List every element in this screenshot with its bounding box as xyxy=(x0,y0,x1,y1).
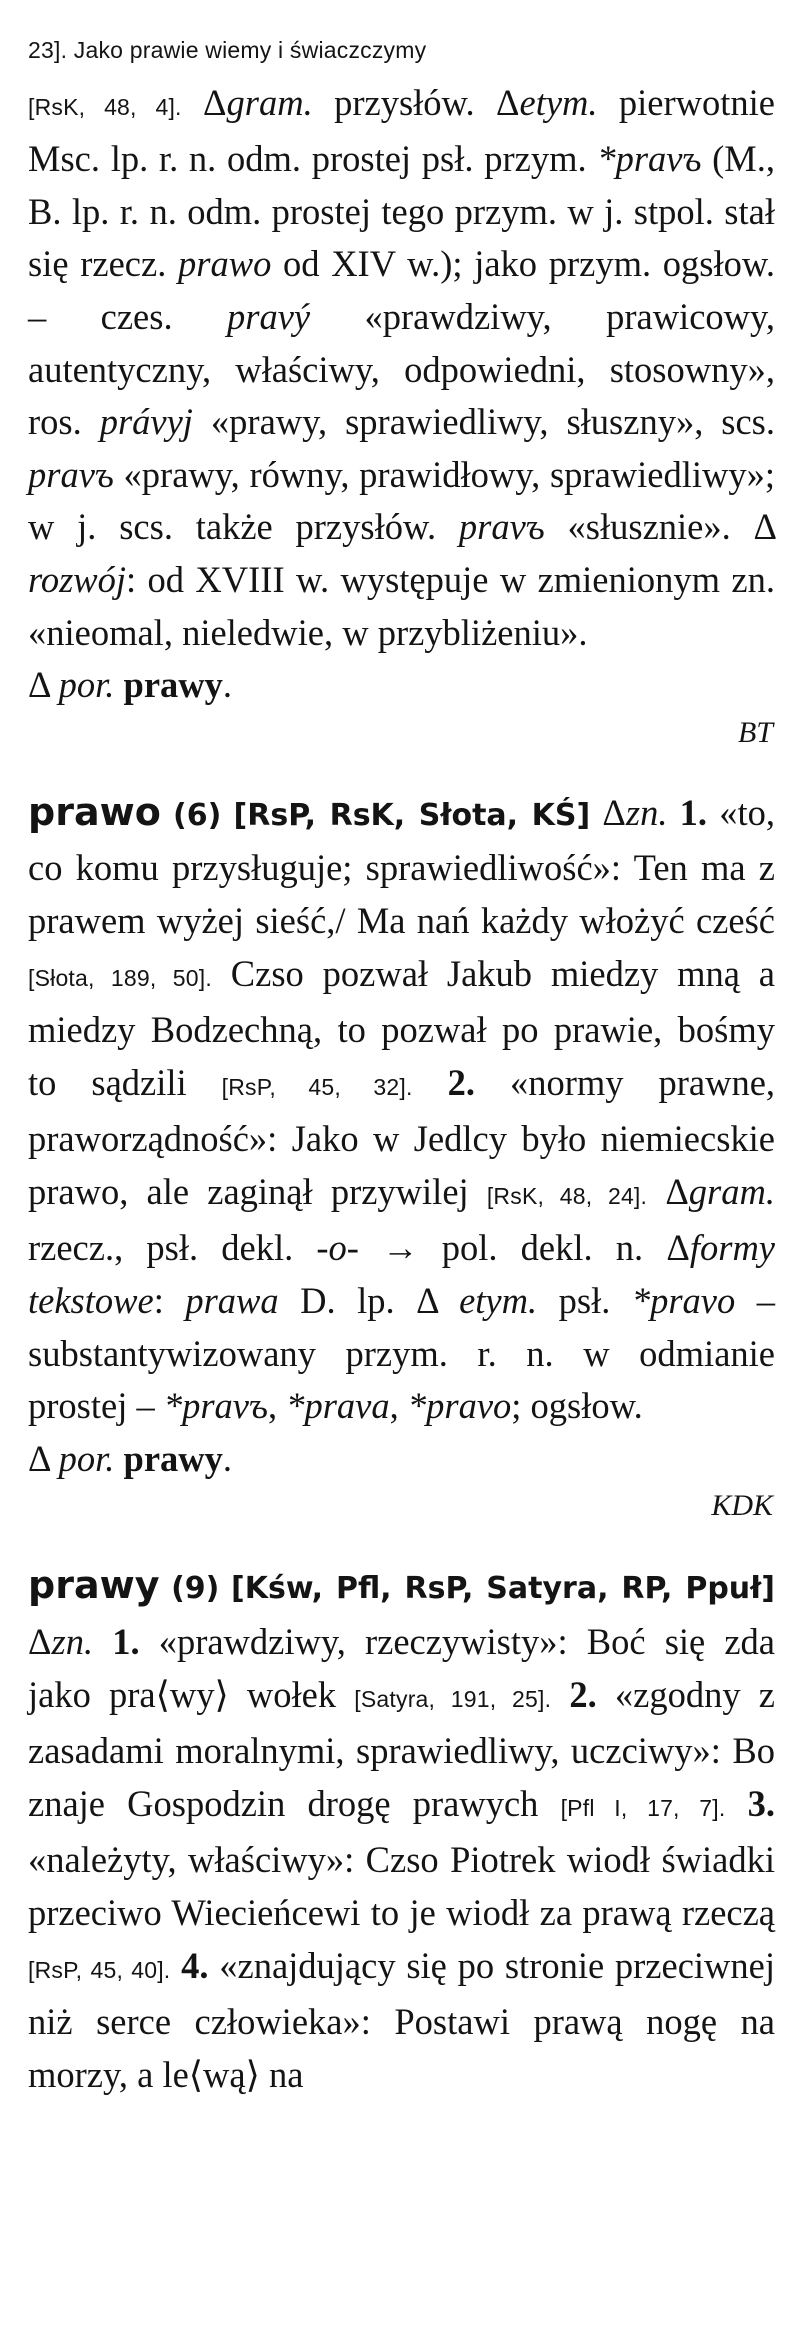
occurrence-count: (6) xyxy=(173,797,222,833)
sense-number: 1. xyxy=(112,1621,140,1663)
etymon-form: pravý xyxy=(227,295,311,337)
headword: prawy xyxy=(28,1563,160,1608)
etymon-form: *prava xyxy=(286,1385,390,1427)
sense-number: 2. xyxy=(569,1673,597,1715)
delta-marker: Δ xyxy=(602,791,626,833)
etymon-form: prawo xyxy=(178,243,272,285)
headword: prawo xyxy=(28,789,161,834)
cross-reference: Δ por. prawy. xyxy=(28,664,232,706)
source-reference: [RsP, 45, 32]. xyxy=(221,1073,413,1100)
entry-body: prawo (6) [RsP, RsK, Słota, KŚ] Δzn. 1. «to, co komu przysługuje; sprawiedliwość»: Ten ma z prawem wyżej sieść,/ Ma nań każdy włożyć cześć [Słota, 189, 50]. Czso pozwał Jakub miedzy mną a miedzy Bodzechną, to pozwał po prawie, bośmy to sądzili [RsP, 45, 32]. 2. «normy prawne, praworządność»: Jako w Jedlcy było niemiecskie prawo, ale zaginął przywilej [RsK, 48, 24]. Δgram. rzecz., psł. dekl. -o- → pol. dekl. n. Δformy tekstowe: prawa D. lp. Δ etym. psł. *pravo – substantywizowany przym. r. n. w odmianie prostej – *pravъ, *prava, *pravo; ogsłow. xyxy=(28,789,776,1427)
source-list: [Kśw, Pfl, RsP, Satyra, RP, Ppuł] xyxy=(231,1571,775,1607)
sense-number: 2. xyxy=(447,1061,475,1103)
source-list: [RsP, RsK, Słota, KŚ] xyxy=(233,797,591,833)
section-label-gram: gram. xyxy=(688,1170,775,1212)
continuation-text xyxy=(28,20,775,77)
cross-reference-word: prawy xyxy=(123,1437,223,1479)
delta-marker: Δ xyxy=(203,81,227,123)
continuation-body: [RsK, 48, 4]. Δgram. przysłów. Δetym. pierwotnie Msc. lp. r. n. odm. prostej psł. przym. *pravъ (M., B. lp. r. n. odm. prostej tego przym. w j. stpol. stał się rzecz. prawo od XIV w.); jako przym. ogsłow. – czes. pravý «prawdziwy, prawicowy, autentyczny, właściwy, odpowiedni, stosowny», ros. právyj «prawy, sprawiedliwy, słuszny», scs. pravъ «prawy, równy, prawidłowy, sprawiedliwy»; w j. scs. także przysłów. pravъ «słusznie». Δ rozwój: od XVIII w. występuje w zmienionym zn. «nieomal, nieledwie, w przybliżeniu». xyxy=(28,81,776,653)
section-label-zn: zn. xyxy=(625,791,668,833)
source-reference: [Pfl I, 17, 7]. xyxy=(560,1794,726,1821)
section-label-formy: formy tekstowe xyxy=(28,1227,775,1322)
sense-number: 4. xyxy=(181,1944,209,1986)
delta-marker: Δ xyxy=(666,1227,690,1269)
entry-continuation xyxy=(28,20,775,752)
cross-reference: Δ por. prawy. xyxy=(28,1437,232,1479)
etymon-form: *pravъ xyxy=(597,138,702,180)
source-reference: 23]. Jako prawie wiemy i świaczczymy xyxy=(28,37,427,63)
cross-reference-word: prawy xyxy=(123,664,223,706)
section-label-rozwoj: rozwój xyxy=(28,558,127,600)
section-label-etym: etym. xyxy=(519,81,598,123)
text-form: prawa xyxy=(185,1280,279,1322)
delta-marker: Δ xyxy=(28,1621,52,1663)
delta-marker: Δ xyxy=(28,664,50,706)
delta-marker: Δ xyxy=(753,506,775,548)
etymon-form: pravъ xyxy=(28,453,114,495)
cross-reference-label: por. xyxy=(58,1437,115,1479)
etymon-form: pravъ xyxy=(458,506,545,548)
entry-prawy xyxy=(28,1559,775,2101)
entry-body: prawy (9) [Kśw, Pfl, RsP, Satyra, RP, Ppuł] Δzn. 1. «prawdziwy, rzeczywisty»: Boć się zda jako pra⟨wy⟩ wołek [Satyra, 191, 25]. 2. «zgodny z zasadami moralnymi, sprawiedliwy, uczciwy»: Bo znaje Gospodzin drogę prawych [Pfl I, 17, 7]. 3. «należyty, właściwy»: Czso Piotrek wiodł świadki przeciwo Wiecieńcewi to je wiodł za prawą rzeczą [RsP, 45, 40]. 4. «znajdujący się po stronie przeciwnej niż serce człowieka»: Postawi prawą nogę na morzy, a le⟨wą⟩ na xyxy=(28,1563,776,2095)
section-label-gram: gram. xyxy=(226,81,313,123)
delta-marker: Δ xyxy=(28,1437,50,1479)
author-signature: KDK xyxy=(711,1489,773,1523)
source-reference: [Słota, 189, 50]. xyxy=(28,964,212,991)
sense-number: 1. xyxy=(679,791,708,833)
author-signature: BT xyxy=(737,715,773,749)
sense-number: 3. xyxy=(747,1782,775,1824)
delta-marker: Δ xyxy=(416,1280,438,1322)
section-label-etym: etym. xyxy=(459,1280,538,1322)
section-label-zn: zn. xyxy=(51,1621,94,1663)
source-reference: [RsP, 45, 40]. xyxy=(28,1956,171,1983)
occurrence-count: (9) xyxy=(171,1571,220,1607)
source-reference: [RsK, 48, 24]. xyxy=(486,1182,648,1209)
delta-marker: Δ xyxy=(496,81,520,123)
cross-reference-label: por. xyxy=(58,664,115,706)
etymon-form: právyj xyxy=(99,401,193,443)
entry-prawo xyxy=(28,786,775,1526)
etymon-form: *pravo xyxy=(631,1280,736,1322)
etymon-form: *pravъ xyxy=(163,1385,268,1427)
delta-marker: Δ xyxy=(665,1170,689,1212)
etymon-form: *pravo xyxy=(407,1385,512,1427)
declension-form: -o- xyxy=(316,1227,359,1269)
source-reference: [Satyra, 191, 25]. xyxy=(354,1685,552,1712)
source-reference: [RsK, 48, 4]. xyxy=(28,93,182,120)
